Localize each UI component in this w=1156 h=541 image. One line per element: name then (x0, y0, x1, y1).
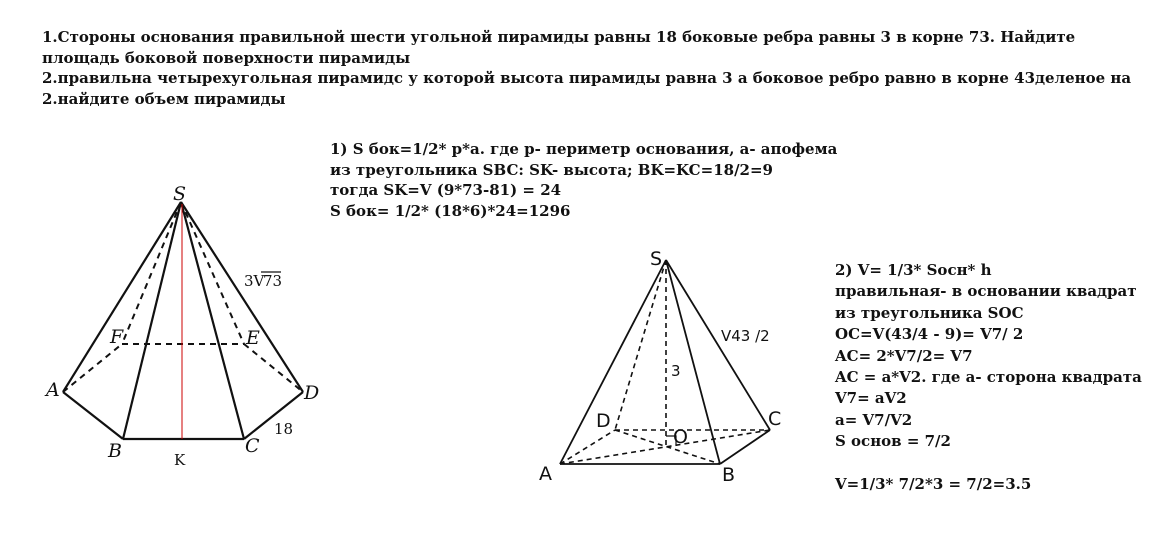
solution-2-line: AC = a*V2. где а- сторона квадрата (835, 368, 1142, 387)
center-label-O: O (673, 426, 688, 448)
solution-2-line: S основ = 7/2 (835, 432, 951, 451)
solution-2-line: из треугольника SOC (835, 303, 1024, 322)
diagonal-AC (560, 430, 770, 464)
solution-2-line: 2) V= 1/3* Sосн* h (835, 261, 992, 279)
foot-label-K: K (174, 451, 186, 469)
vertex-label-E: E (246, 327, 260, 349)
vertex-label-B: B (108, 440, 122, 462)
base-edge-label: 18 (274, 420, 294, 438)
solution-2-line: a= V7/V2 (835, 410, 913, 429)
lateral-edge-label-radicand: 73 (263, 272, 283, 290)
solution-2-line: OC=V(43/4 - 9)= V7/ 2 (835, 325, 1024, 344)
vertex-label-C: C (768, 408, 782, 430)
lateral-edge-label-prefix: 3V (244, 272, 265, 290)
edge-BC (720, 430, 770, 464)
solution-2-line: V7= aV2 (835, 389, 907, 408)
edge-SA (560, 260, 666, 464)
vertex-label-B: B (722, 464, 736, 486)
vertex-label-S: S (650, 248, 663, 270)
vertex-label-C: C (245, 435, 260, 457)
solution-2-final: V=1/3* 7/2*3 = 7/2=3.5 (835, 474, 1032, 493)
solution-2-line: правильная- в основании квадрат (835, 282, 1137, 301)
lateral-edge-label: V43 /2 (721, 327, 770, 345)
solution-1-line: S бок= 1/2* (18*6)*24=1296 (330, 201, 571, 220)
vertex-label-F: F (110, 326, 124, 348)
problem-2-text: 2.правильна четырехугольная пирамидс у которой высота пирамиды равна 3 а боковое ребро равно в корне 43деленое на 2.найдите объем пирамиды (42, 69, 1132, 108)
problem-1-text: 1.Стороны основания правильной шести угольной пирамиды равны 18 боковые ребра равны 3 в корне 73. Найдите площадь боковой поверхности пирамиды (42, 28, 1076, 67)
edge-SC (666, 260, 770, 430)
vertex-label-A: A (46, 379, 60, 401)
diagonal-DB (615, 430, 720, 464)
solution-1-line: из треугольника SBC: SK- высота; BK=KC=18/2=9 (330, 160, 773, 179)
vertex-label-D: D (304, 382, 320, 404)
height-label: 3 (671, 362, 681, 380)
solution-1-line: 1) S бок=1/2* р*а. где р- периметр основания, а- апофема (330, 140, 838, 158)
vertex-label-D: D (596, 410, 611, 432)
vertex-label-A: A (539, 463, 552, 485)
solution-2-line: AC= 2*V7/2= V7 (835, 346, 973, 365)
vertex-label-S: S (173, 183, 187, 205)
solution-1-line: тогда SK=V (9*73-81) = 24 (330, 181, 562, 199)
